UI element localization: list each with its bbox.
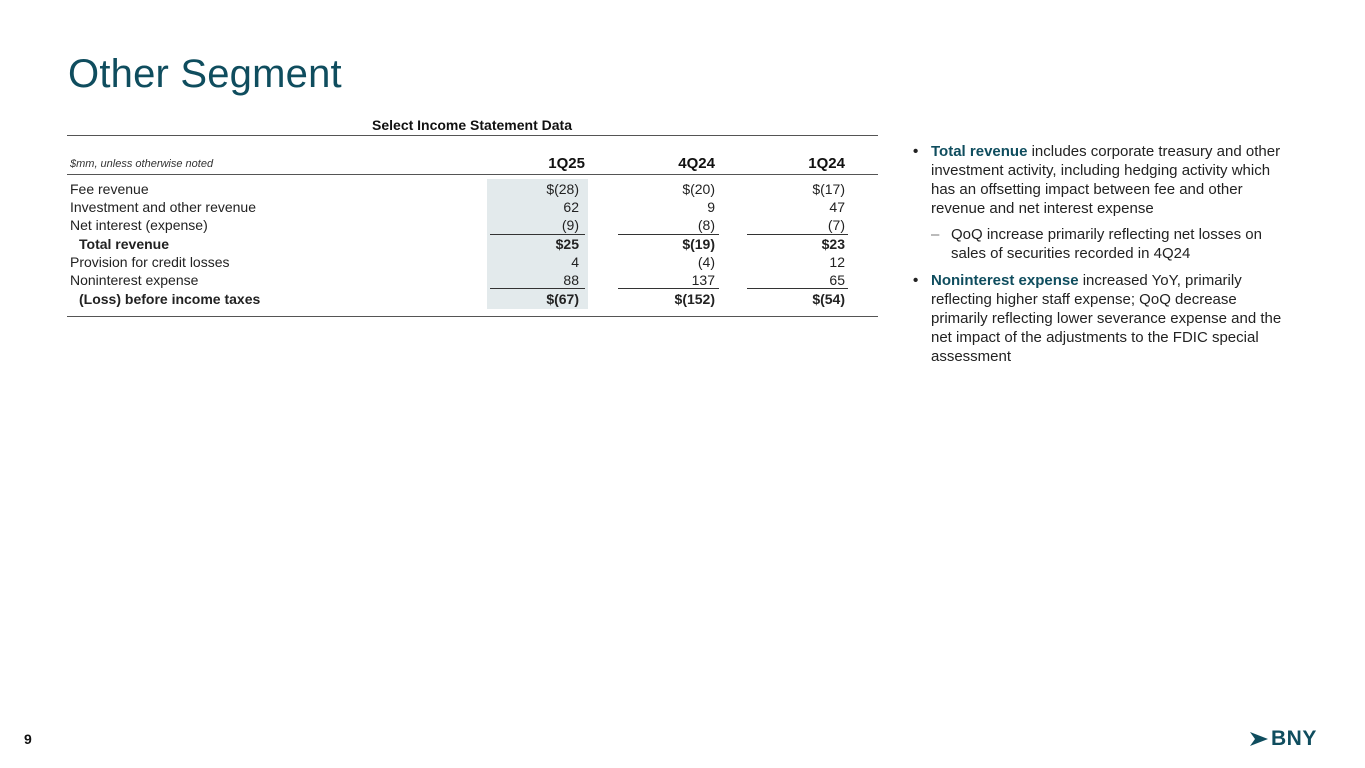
row-label: Fee revenue xyxy=(70,181,149,197)
table-top-rule xyxy=(67,135,878,136)
sub-bullet-dash: – xyxy=(931,226,940,243)
cell-1q25: $25 xyxy=(555,236,579,252)
bullet-term: Total revenue xyxy=(931,143,1028,160)
table-row-provision xyxy=(70,253,850,271)
table-bottom-rule xyxy=(67,316,878,317)
sub-bullet-qoq xyxy=(913,225,1293,263)
page-number: 9 xyxy=(24,731,32,747)
row-label: (Loss) before income taxes xyxy=(79,291,261,307)
subtotal-rule xyxy=(747,288,848,289)
table-row-noninterest-expense xyxy=(70,271,850,289)
chevron-right-icon xyxy=(1250,732,1268,746)
cell-4q24: $(20) xyxy=(682,181,715,197)
row-label: Provision for credit losses xyxy=(70,254,230,270)
table-row-investment-revenue xyxy=(70,198,850,216)
cell-1q24: (7) xyxy=(827,217,845,233)
cell-1q24: 12 xyxy=(829,254,845,270)
bullet-term: Noninterest expense xyxy=(931,272,1079,289)
sub-bullet-text: QoQ increase primarily reflecting net losses on sales of securities recorded in 4Q24 xyxy=(951,226,1262,262)
bullet-total-revenue xyxy=(913,142,1293,218)
cell-1q25: (9) xyxy=(561,217,579,233)
bny-logo xyxy=(1250,727,1317,751)
bullet-dot: • xyxy=(913,143,919,160)
subtotal-rule xyxy=(618,288,719,289)
row-label: Total revenue xyxy=(79,236,169,252)
column-header-4q24: 4Q24 xyxy=(678,155,715,172)
cell-4q24: $(152) xyxy=(674,291,715,307)
bullet-dot: • xyxy=(913,272,919,289)
page-title: Other Segment xyxy=(68,52,342,96)
row-label: Net interest (expense) xyxy=(70,217,208,233)
bullet-text: increased YoY, primarily reflecting higher staff expense; QoQ decrease primarily reflecting lower severance expense and the net impact of the adjustments to the FDIC special assessment xyxy=(931,272,1282,365)
column-header-1q24: 1Q24 xyxy=(808,155,845,172)
cell-1q24: $(17) xyxy=(812,181,845,197)
cell-4q24: (4) xyxy=(697,254,715,270)
column-header-1q25: 1Q25 xyxy=(548,155,585,172)
commentary xyxy=(913,142,1293,373)
cell-4q24: 137 xyxy=(691,272,715,288)
cell-1q25: 62 xyxy=(563,199,579,215)
cell-1q25: $(67) xyxy=(546,291,579,307)
bullet-text: includes corporate treasury and other investment activity, including hedging activity which has an offsetting impact between fee and other revenue and net interest expense xyxy=(931,143,1281,217)
subtotal-rule xyxy=(490,288,585,289)
row-label: Noninterest expense xyxy=(70,272,199,288)
table-row-fee-revenue xyxy=(70,180,850,198)
cell-1q24: 47 xyxy=(829,199,845,215)
table-caption: Select Income Statement Data xyxy=(372,117,572,133)
cell-4q24: 9 xyxy=(707,199,715,215)
cell-1q24: $(54) xyxy=(812,291,845,307)
table-row-total-revenue xyxy=(70,235,850,253)
units-note: $mm, unless otherwise noted xyxy=(70,158,214,170)
cell-1q25: $(28) xyxy=(546,181,579,197)
table-row-loss-before-taxes xyxy=(70,290,850,308)
bullet-noninterest-expense xyxy=(913,271,1293,366)
row-label: Investment and other revenue xyxy=(70,199,257,215)
logo-text: BNY xyxy=(1271,727,1317,750)
cell-4q24: $(19) xyxy=(682,236,715,252)
table-row-net-interest xyxy=(70,216,850,234)
header-rule xyxy=(67,174,878,175)
cell-4q24: (8) xyxy=(697,217,715,233)
cell-1q24: $23 xyxy=(821,236,845,252)
cell-1q25: 88 xyxy=(563,272,579,288)
cell-1q25: 4 xyxy=(571,254,579,270)
cell-1q24: 65 xyxy=(829,272,845,288)
